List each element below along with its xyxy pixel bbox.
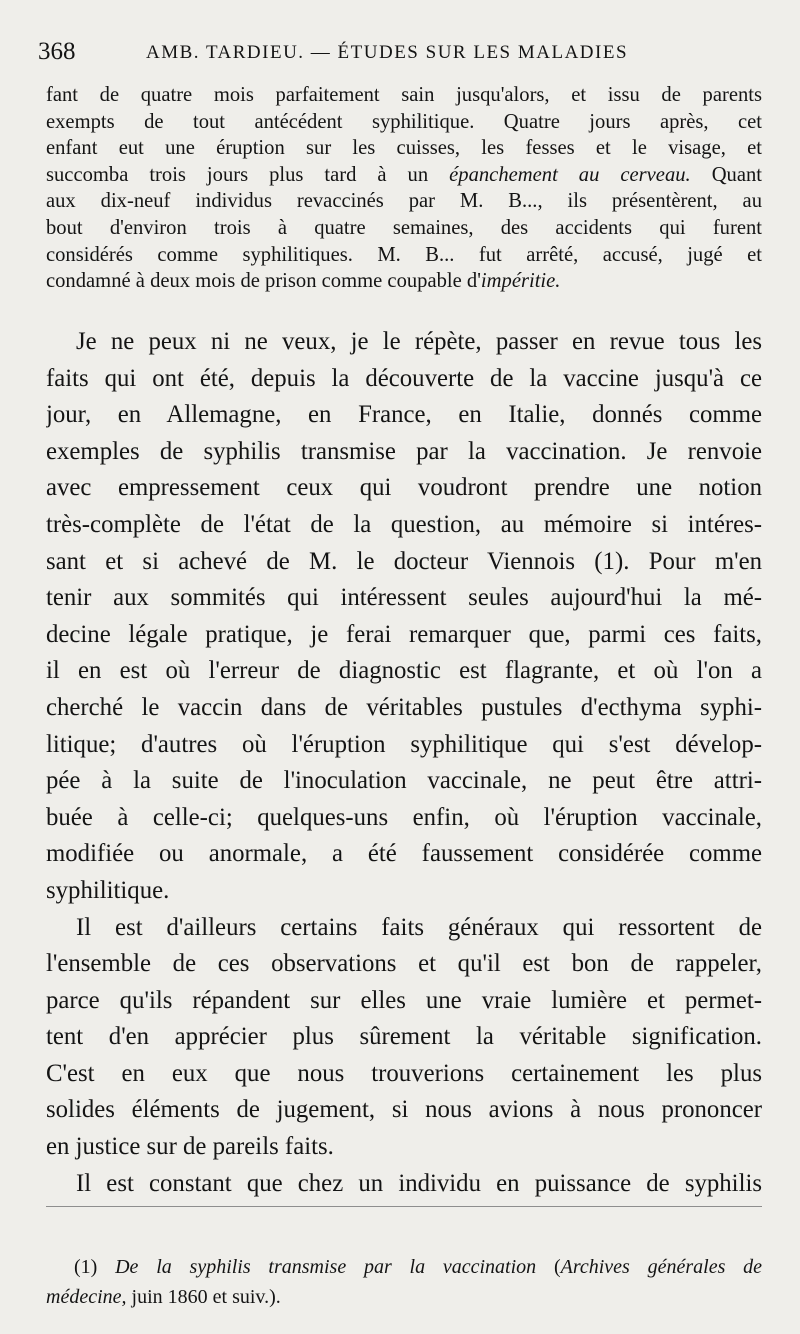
text-line: solides éléments de jugement, si nous avions à nous prononcer — [46, 1096, 762, 1124]
text-line: avec empressement ceux qui voudront prendre une notion — [46, 474, 762, 502]
text-line: decine légale pratique, je ferai remarquer que, parmi ces faits, — [46, 620, 762, 648]
page-number: 368 — [38, 38, 76, 65]
text-line: fant de quatre mois parfaitement sain jusqu'alors, et issu de parents — [46, 84, 762, 106]
text-line — [46, 162, 762, 189]
text-line: litique; d'autres où l'éruption syphilitique qui s'est dévelop- — [46, 730, 762, 758]
text-line: pée à la suite de l'inoculation vaccinale, ne peut être attri- — [46, 767, 762, 795]
text-line: en justice sur de pareils faits. — [46, 1133, 334, 1161]
text-line: considérés comme syphilitiques. M. B... fut arrêté, accusé, jugé et — [46, 243, 762, 266]
text-segment: succomba trois jours plus tard à un — [46, 163, 429, 186]
text-line: il en est où l'erreur de diagnostic est flagrante, et où l'on a — [46, 657, 762, 685]
italic-word: impéritie. — [480, 270, 561, 293]
text-line: aux dix-neuf individus revaccinés par M. B..., ils présentèrent, au — [46, 190, 762, 213]
text-line: modifiée ou anormale, a été faussement considérée comme — [46, 840, 762, 868]
page-header — [38, 38, 748, 68]
footnote-rule — [46, 1206, 762, 1207]
text-line: l'ensemble de ces observations et qu'il est bon de rappeler, — [46, 950, 762, 978]
text-line: parce qu'ils répandent sur elles une vraie lumière et permet- — [46, 986, 762, 1014]
text-line: tent d'en apprécier plus sûrement la véritable signification. — [46, 1023, 762, 1051]
text-line: Il est constant que chez un individu en puissance de syphilis — [76, 1169, 762, 1197]
footnote — [46, 1252, 762, 1312]
text-segment: Quant — [711, 163, 762, 186]
footnote-journal-cont: médecine, — [46, 1286, 127, 1308]
footnote-date: juin 1860 et suiv.). — [131, 1286, 281, 1308]
footnote-line — [46, 1252, 762, 1282]
continued-paragraph — [46, 82, 762, 295]
text-line: C'est en eux que nous trouverions certainement les plus — [46, 1059, 762, 1087]
footnote-journal: Archives générales de — [560, 1256, 762, 1278]
text-line: tenir aux sommités qui intéressent seules aujourd'hui la mé- — [46, 584, 762, 612]
paragraph — [46, 324, 762, 910]
text-line: faits qui ont été, depuis la découverte de la vaccine jusqu'à ce — [46, 364, 762, 392]
text-line — [46, 268, 762, 295]
text-line: exempts de tout antécédent syphilitique. Quatre jours après, cet — [46, 110, 762, 133]
main-text — [46, 324, 762, 1202]
running-head: AMB. TARDIEU. — ÉTUDES SUR LES MALADIES — [146, 42, 629, 63]
footnote-paren: ( — [553, 1256, 561, 1278]
text-line: bout d'environ trois à quatre semaines, des accidents qui furent — [46, 216, 762, 239]
text-line: exemples de syphilis transmise par la vaccination. Je renvoie — [46, 437, 762, 465]
text-line: Il est d'ailleurs certains faits généraux qui ressortent de — [76, 913, 762, 941]
footnote-line — [46, 1282, 762, 1312]
italic-phrase: épanchement au cerveau. — [449, 163, 691, 186]
text-line: buée à celle-ci; quelques-uns enfin, où l'éruption vaccinale, — [46, 803, 762, 831]
text-line: cherché le vaccin dans de véritables pustules d'ecthyma syphi- — [46, 693, 762, 721]
paragraph — [46, 910, 762, 1166]
text-line: Je ne peux ni ne veux, je le répète, passer en revue tous les — [76, 328, 762, 355]
text-line: enfant eut une éruption sur les cuisses, les fesses et le visage, et — [46, 137, 762, 160]
footnote-marker: (1) — [74, 1256, 98, 1278]
text-line: jour, en Allemagne, en France, en Italie, donnés comme — [46, 401, 762, 429]
text-line: sant et si achevé de M. le docteur Viennois (1). Pour m'en — [46, 547, 762, 575]
text-line: très-complète de l'état de la question, au mémoire si intéres- — [46, 510, 762, 538]
paragraph — [46, 1166, 762, 1203]
footnote-title: De la syphilis transmise par la vaccination — [115, 1256, 537, 1278]
text-segment: condamné à deux mois de prison comme coupable d' — [46, 270, 481, 293]
text-line: syphilitique. — [46, 876, 170, 904]
